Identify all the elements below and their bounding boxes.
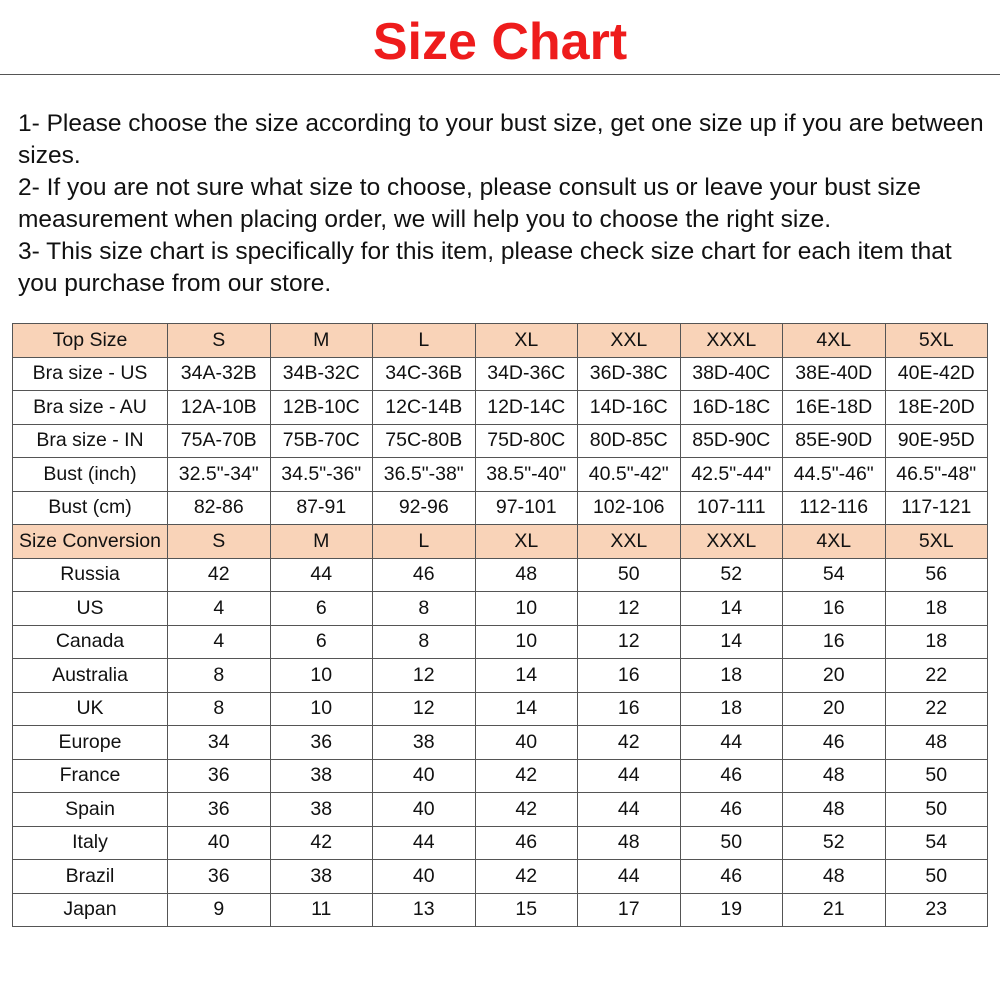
table-cell: 75D-80C <box>475 424 578 458</box>
table-cell: 50 <box>885 860 988 894</box>
table-cell: 18 <box>885 625 988 659</box>
table-cell: 75C-80B <box>373 424 476 458</box>
table-cell: 46 <box>783 726 886 760</box>
table-cell: 48 <box>885 726 988 760</box>
table-cell: 75B-70C <box>270 424 373 458</box>
table-cell: 19 <box>680 893 783 927</box>
table-cell: 50 <box>885 793 988 827</box>
table-cell: 48 <box>783 793 886 827</box>
table-cell: 34 <box>168 726 271 760</box>
table-cell: 42 <box>168 558 271 592</box>
header-size-cell: S <box>168 324 271 358</box>
table-cell: 14 <box>475 692 578 726</box>
table-cell: 16 <box>578 692 681 726</box>
table-cell: 42.5"-44" <box>680 458 783 492</box>
table-cell: 50 <box>680 826 783 860</box>
header-size-cell: L <box>373 525 476 559</box>
table-cell: 87-91 <box>270 491 373 525</box>
table-cell: 16D-18C <box>680 391 783 425</box>
table-cell: 40 <box>373 793 476 827</box>
table-cell: 4 <box>168 625 271 659</box>
header-size-cell: XL <box>475 525 578 559</box>
table-cell: 8 <box>168 692 271 726</box>
header-size-cell: 4XL <box>783 324 886 358</box>
table-cell: 34B-32C <box>270 357 373 391</box>
table-cell: 44 <box>373 826 476 860</box>
header-size-cell: L <box>373 324 476 358</box>
table-cell: 10 <box>475 592 578 626</box>
table-row <box>13 391 988 425</box>
table-cell: 38 <box>373 726 476 760</box>
table-cell: 56 <box>885 558 988 592</box>
table-header-row <box>13 525 988 559</box>
table-cell: 48 <box>578 826 681 860</box>
header-size-cell: XXXL <box>680 324 783 358</box>
table-cell: 46 <box>475 826 578 860</box>
table-row <box>13 558 988 592</box>
table-cell: 40E-42D <box>885 357 988 391</box>
table-cell: 40.5"-42" <box>578 458 681 492</box>
row-label-cell: Australia <box>13 659 168 693</box>
table-cell: 12C-14B <box>373 391 476 425</box>
header-label-cell: Size Conversion <box>13 525 168 559</box>
table-cell: 8 <box>168 659 271 693</box>
table-cell: 23 <box>885 893 988 927</box>
table-cell: 38 <box>270 860 373 894</box>
table-row <box>13 659 988 693</box>
table-cell: 13 <box>373 893 476 927</box>
row-label-cell: Bra size - AU <box>13 391 168 425</box>
table-cell: 12D-14C <box>475 391 578 425</box>
table-cell: 4 <box>168 592 271 626</box>
table-cell: 22 <box>885 692 988 726</box>
table-cell: 46 <box>680 860 783 894</box>
table-cell: 46 <box>680 793 783 827</box>
table-cell: 48 <box>475 558 578 592</box>
row-label-cell: Brazil <box>13 860 168 894</box>
table-row <box>13 893 988 927</box>
table-cell: 16 <box>578 659 681 693</box>
table-cell: 46 <box>680 759 783 793</box>
table-cell: 44 <box>578 759 681 793</box>
header-size-cell: S <box>168 525 271 559</box>
table-cell: 50 <box>885 759 988 793</box>
table-cell: 44 <box>578 860 681 894</box>
table-cell: 18E-20D <box>885 391 988 425</box>
table-cell: 54 <box>885 826 988 860</box>
table-cell: 48 <box>783 860 886 894</box>
table-cell: 107-111 <box>680 491 783 525</box>
page-title: Size Chart <box>372 13 628 71</box>
table-cell: 14D-16C <box>578 391 681 425</box>
table-cell: 44.5"-46" <box>783 458 886 492</box>
table-cell: 85D-90C <box>680 424 783 458</box>
row-label-cell: Bust (cm) <box>13 491 168 525</box>
table-cell: 32.5"-34" <box>168 458 271 492</box>
table-cell: 54 <box>783 558 886 592</box>
table-cell: 14 <box>680 592 783 626</box>
size-chart-table <box>12 323 988 927</box>
table-cell: 20 <box>783 692 886 726</box>
table-row <box>13 458 988 492</box>
note-1: 1- Please choose the size according to your bust size, get one size up if you are between sizes. <box>18 110 984 169</box>
table-cell: 38 <box>270 759 373 793</box>
table-row <box>13 826 988 860</box>
table-cell: 90E-95D <box>885 424 988 458</box>
row-label-cell: Russia <box>13 558 168 592</box>
table-row <box>13 592 988 626</box>
table-cell: 22 <box>885 659 988 693</box>
table-cell: 44 <box>270 558 373 592</box>
header-size-cell: XXXL <box>680 525 783 559</box>
table-cell: 97-101 <box>475 491 578 525</box>
table-cell: 34C-36B <box>373 357 476 391</box>
table-cell: 12B-10C <box>270 391 373 425</box>
table-cell: 34A-32B <box>168 357 271 391</box>
row-label-cell: Bra size - US <box>13 357 168 391</box>
row-label-cell: Bust (inch) <box>13 458 168 492</box>
table-row <box>13 357 988 391</box>
table-cell: 36 <box>168 860 271 894</box>
table-cell: 42 <box>475 759 578 793</box>
table-cell: 9 <box>168 893 271 927</box>
table-cell: 52 <box>783 826 886 860</box>
table-row <box>13 424 988 458</box>
table-cell: 112-116 <box>783 491 886 525</box>
table-cell: 18 <box>885 592 988 626</box>
table-cell: 36 <box>168 759 271 793</box>
table-cell: 20 <box>783 659 886 693</box>
table-cell: 10 <box>270 692 373 726</box>
row-label-cell: US <box>13 592 168 626</box>
table-cell: 8 <box>373 625 476 659</box>
table-cell: 16 <box>783 592 886 626</box>
table-cell: 117-121 <box>885 491 988 525</box>
table-cell: 12A-10B <box>168 391 271 425</box>
table-cell: 44 <box>578 793 681 827</box>
table-cell: 36.5"-38" <box>373 458 476 492</box>
table-row <box>13 726 988 760</box>
table-cell: 17 <box>578 893 681 927</box>
header-size-cell: XXL <box>578 525 681 559</box>
table-cell: 36 <box>168 793 271 827</box>
table-cell: 40 <box>475 726 578 760</box>
size-notes <box>18 108 993 300</box>
table-cell: 42 <box>578 726 681 760</box>
table-cell: 75A-70B <box>168 424 271 458</box>
table-cell: 34D-36C <box>475 357 578 391</box>
header-size-cell: XXL <box>578 324 681 358</box>
table-cell: 46 <box>373 558 476 592</box>
table-cell: 18 <box>680 692 783 726</box>
table-cell: 36D-38C <box>578 357 681 391</box>
row-label-cell: Bra size - IN <box>13 424 168 458</box>
row-label-cell: Spain <box>13 793 168 827</box>
table-cell: 6 <box>270 592 373 626</box>
table-header-row <box>13 324 988 358</box>
table-cell: 11 <box>270 893 373 927</box>
table-cell: 10 <box>475 625 578 659</box>
table-cell: 102-106 <box>578 491 681 525</box>
header-label-cell: Top Size <box>13 324 168 358</box>
table-cell: 14 <box>680 625 783 659</box>
table-row <box>13 692 988 726</box>
table-cell: 80D-85C <box>578 424 681 458</box>
table-cell: 36 <box>270 726 373 760</box>
table-cell: 38 <box>270 793 373 827</box>
table-cell: 16 <box>783 625 886 659</box>
table-cell: 44 <box>680 726 783 760</box>
table-cell: 21 <box>783 893 886 927</box>
table-cell: 8 <box>373 592 476 626</box>
row-label-cell: France <box>13 759 168 793</box>
table-cell: 40 <box>373 759 476 793</box>
header-size-cell: 4XL <box>783 525 886 559</box>
table-cell: 34.5"-36" <box>270 458 373 492</box>
table-cell: 50 <box>578 558 681 592</box>
table-cell: 52 <box>680 558 783 592</box>
table-row <box>13 860 988 894</box>
header-size-cell: M <box>270 324 373 358</box>
table-cell: 48 <box>783 759 886 793</box>
table-cell: 82-86 <box>168 491 271 525</box>
table-cell: 40 <box>373 860 476 894</box>
table-cell: 46.5"-48" <box>885 458 988 492</box>
note-2: 2- If you are not sure what size to choose, please consult us or leave your bust size measurement when placing order, we will help you to choose the right size. <box>18 174 921 233</box>
table-cell: 15 <box>475 893 578 927</box>
table-cell: 6 <box>270 625 373 659</box>
table-cell: 12 <box>373 659 476 693</box>
table-cell: 85E-90D <box>783 424 886 458</box>
header-size-cell: 5XL <box>885 525 988 559</box>
row-label-cell: Japan <box>13 893 168 927</box>
table-cell: 38D-40C <box>680 357 783 391</box>
table-cell: 38.5"-40" <box>475 458 578 492</box>
table-cell: 42 <box>270 826 373 860</box>
table-cell: 12 <box>578 592 681 626</box>
table-row <box>13 759 988 793</box>
table-cell: 42 <box>475 793 578 827</box>
table-cell: 40 <box>168 826 271 860</box>
table-cell: 18 <box>680 659 783 693</box>
table-row <box>13 625 988 659</box>
header-size-cell: 5XL <box>885 324 988 358</box>
table-row <box>13 793 988 827</box>
table-cell: 12 <box>373 692 476 726</box>
table-cell: 14 <box>475 659 578 693</box>
table-cell: 12 <box>578 625 681 659</box>
row-label-cell: UK <box>13 692 168 726</box>
header-size-cell: M <box>270 525 373 559</box>
size-chart-body <box>13 324 988 927</box>
note-3: 3- This size chart is specifically for this item, please check size chart for each item that you purchase from our store. <box>18 238 952 297</box>
header-size-cell: XL <box>475 324 578 358</box>
table-cell: 10 <box>270 659 373 693</box>
row-label-cell: Canada <box>13 625 168 659</box>
table-cell: 42 <box>475 860 578 894</box>
table-cell: 92-96 <box>373 491 476 525</box>
table-row <box>13 491 988 525</box>
row-label-cell: Italy <box>13 826 168 860</box>
title-divider <box>0 74 1000 75</box>
table-cell: 16E-18D <box>783 391 886 425</box>
row-label-cell: Europe <box>13 726 168 760</box>
table-cell: 38E-40D <box>783 357 886 391</box>
